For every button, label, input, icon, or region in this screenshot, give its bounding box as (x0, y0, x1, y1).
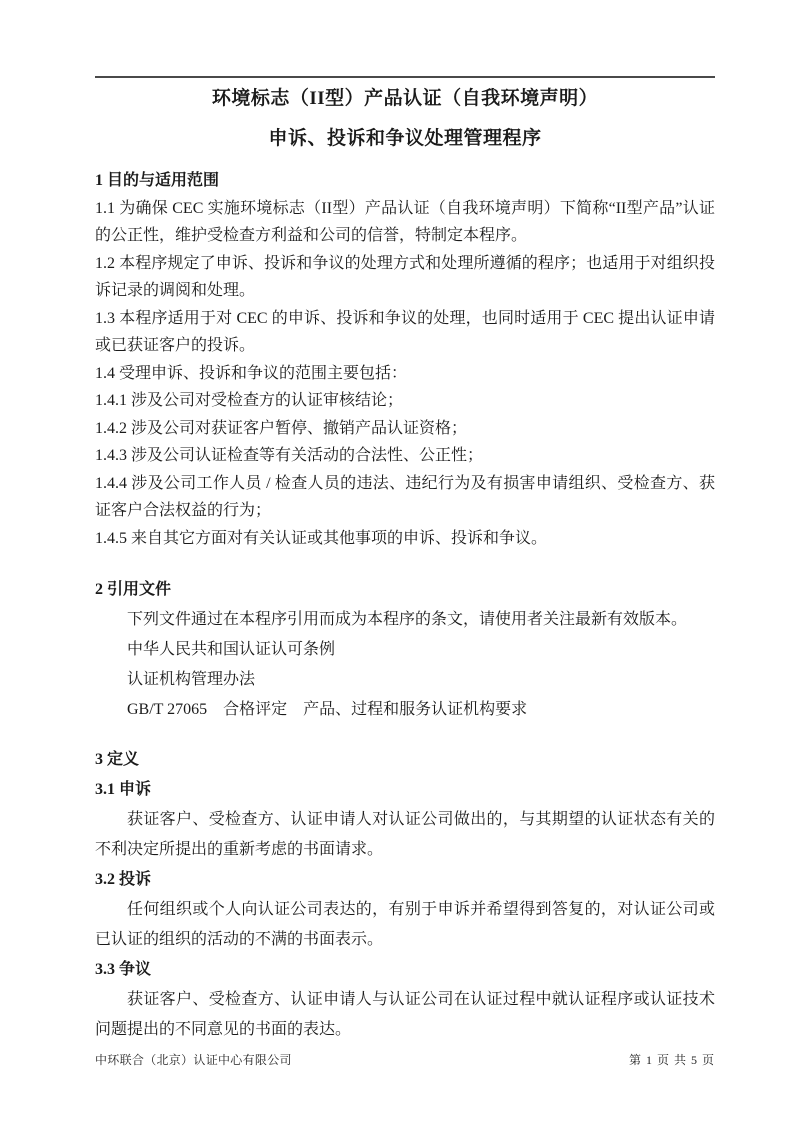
definition-term-dispute: 3.3 争议 (95, 961, 152, 978)
page-footer (95, 1052, 715, 1068)
section-definitions (95, 745, 715, 1045)
definition-text-complaint: 任何组织或个人向认证公司表达的，有别于申诉并希望得到答复的，对认证公司或已认证的组织的活动的不满的书面表示。 (95, 901, 715, 948)
paragraph-1-4-4: 1.4.4 涉及公司工作人员 / 检查人员的违法、违纪行为及有损害申请组织、受检查方、获证客户合法权益的行为； (95, 474, 715, 519)
section-2-heading: 2 引用文件 (95, 581, 172, 598)
definition-term-appeal: 3.1 申诉 (95, 781, 152, 798)
section-2-intro: 下列文件通过在本程序引用而成为本程序的条文，请使用者关注最新有效版本。 (127, 611, 688, 628)
paragraph-1-2: 1.2 本程序规定了申诉、投诉和争议的处理方式和处理所遵循的程序；也适用于对组织投诉记录的调阅和处理。 (95, 254, 715, 299)
paragraph-1-3: 1.3 本程序适用于对 CEC 的申诉、投诉和争议的处理，也同时适用于 CEC 提出认证申请或已获证客户的投诉。 (95, 309, 715, 354)
section-purpose-and-scope (95, 167, 715, 552)
section-1-heading: 1 目的与适用范围 (95, 172, 220, 189)
reference-item-3: GB/T 27065 合格评定 产品、过程和服务认证机构要求 (127, 701, 528, 718)
footer-page-number: 第 1 页 共 5 页 (628, 1053, 715, 1067)
paragraph-1-4: 1.4 受理申诉、投诉和争议的范围主要包括： (95, 364, 408, 382)
paragraph-1-4-1: 1.4.1 涉及公司对受检查方的认证审核结论； (95, 392, 404, 409)
definition-text-appeal: 获证客户、受检查方、认证申请人对认证公司做出的，与其期望的认证状态有关的不利决定所提出的重新考虑的书面请求。 (95, 811, 715, 858)
paragraph-1-4-3: 1.4.3 涉及公司认证检查等有关活动的合法性、公正性； (95, 447, 484, 464)
reference-item-1: 中华人民共和国认证认可条例 (127, 641, 336, 658)
definition-text-dispute: 获证客户、受检查方、认证申请人与认证公司在认证过程中就认证程序或认证技术问题提出的不同意见的书面的表达。 (95, 991, 715, 1038)
paragraph-1-4-5: 1.4.5 来自其它方面对有关认证或其他事项的申诉、投诉和争议。 (95, 529, 548, 547)
header-rule (95, 76, 715, 78)
section-referenced-documents (95, 575, 715, 725)
footer-company-name: 中环联合（北京）认证中心有限公司 (95, 1053, 292, 1067)
reference-item-2: 认证机构管理办法 (127, 671, 256, 688)
section-3-heading: 3 定义 (95, 751, 140, 768)
document-title-line2: 申诉、投诉和争议处理管理程序 (268, 128, 542, 149)
definition-term-complaint: 3.2 投诉 (95, 871, 152, 888)
paragraph-1-4-2: 1.4.2 涉及公司对获证客户暂停、撤销产品认证资格； (95, 419, 468, 437)
paragraph-1-1: 1.1 为确保 CEC 实施环境标志（II型）产品认证（自我环境声明）下简称“II型产品”认证的公正性，维护受检查方利益和公司的信誉，特制定本程序。 (95, 199, 715, 244)
document-title-line1: 环境标志（II型）产品认证（自我环境声明） (211, 88, 599, 109)
